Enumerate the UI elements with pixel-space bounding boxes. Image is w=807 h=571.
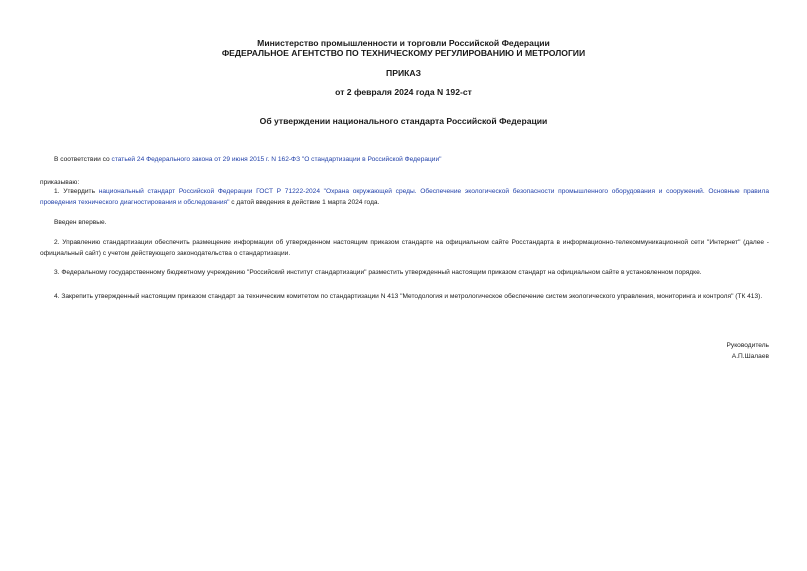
gost-standard-link[interactable]: национальный стандарт Российской Федерации ГОСТ Р 71222-2024 "Охрана окружающей среды. Обеспечение экологической безопасности промышленного оборудования и сооружений. Основные правила проведения технического диагностирования и обследования": [40, 188, 769, 206]
item-3-paragraph: 3. Федеральному государственному бюджетному учреждению "Российский институт стандартизации" разместить утвержденный настоящим приказом стандарт на официальном сайте в установленном порядке.: [54, 269, 702, 276]
signatory-name: А.П.Шалаев: [731, 353, 769, 360]
item-1-suffix: с датой введения в действие 1 марта 2024 года.: [229, 198, 380, 206]
signatory-position: Руководитель: [726, 342, 769, 349]
ministry-name: Министерство промышленности и торговли Российской Федерации: [257, 38, 550, 48]
document-date-number: от 2 февраля 2024 года N 192-ст: [335, 87, 472, 97]
item-1-prefix: 1. Утвердить: [54, 188, 99, 195]
introduced-note: Введен впервые.: [54, 219, 107, 226]
item-1-paragraph: [40, 187, 769, 208]
agency-name: ФЕДЕРАЛЬНОЕ АГЕНТСТВО ПО ТЕХНИЧЕСКОМУ РЕГУЛИРОВАНИЮ И МЕТРОЛОГИИ: [221, 48, 586, 58]
preamble-prefix: В соответствии со: [54, 156, 112, 163]
item-4-paragraph: 4. Закрепить утвержденный настоящим приказом стандарт за техническим комитетом по стандартизации N 413 "Методология и метрологическое обеспечение систем экологического управления, мониторинга и контроля" (ТК 413).: [54, 293, 763, 300]
preamble-paragraph: [40, 155, 769, 166]
order-word: приказываю:: [40, 179, 80, 186]
document-type: ПРИКАЗ: [386, 68, 421, 78]
federal-law-link[interactable]: статьей 24 Федерального закона от 29 июня 2015 г. N 162-ФЗ "О стандартизации в Российской Федерации": [111, 156, 442, 163]
item-2-paragraph: 2. Управлению стандартизации обеспечить размещение информации об утвержденном настоящим приказом стандарте на официальном сайте Росстандарта в информационно-телекоммуникационной сети "Интернет" (далее - официальный сайт) с учетом действующего законодательства о стандартизации.: [40, 239, 769, 257]
document-title: Об утверждении национального стандарта Российской Федерации: [259, 116, 548, 126]
